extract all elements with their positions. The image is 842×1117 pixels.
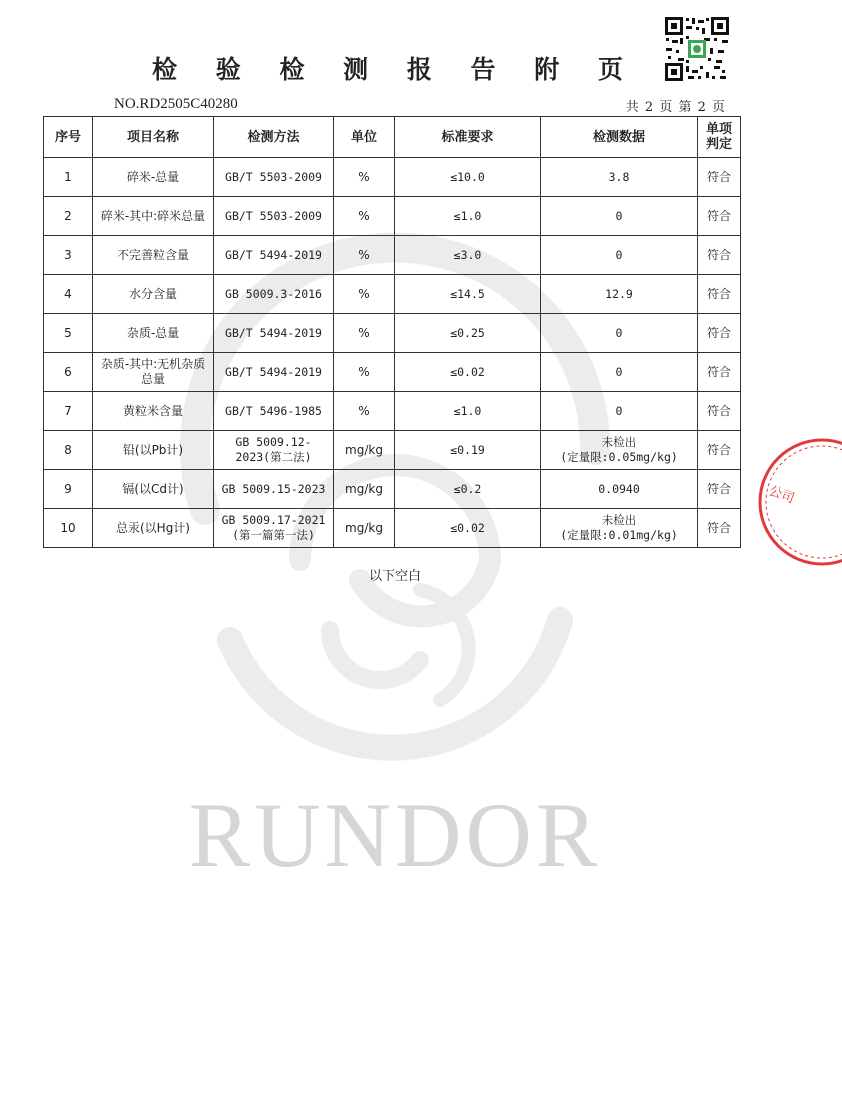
cell-verdict: 符合 (698, 431, 741, 470)
cell-unit: mg/kg (334, 431, 395, 470)
cell-requirement: ≤0.25 (395, 314, 541, 353)
cell-requirement: ≤1.0 (395, 197, 541, 236)
cell-method (214, 236, 334, 275)
table-row (44, 197, 741, 236)
report-number: NO.RD2505C40280 (114, 96, 238, 112)
cell-item: 镉(以Cd计) (93, 470, 214, 509)
cell-method (214, 353, 334, 392)
cell-requirement: ≤0.02 (395, 509, 541, 548)
cell-requirement: ≤1.0 (395, 392, 541, 431)
data-line: 0 (615, 364, 623, 379)
cell-no: 1 (44, 158, 93, 197)
cell-requirement: ≤3.0 (395, 236, 541, 275)
cell-item: 碎米-其中:碎米总量 (93, 197, 214, 236)
cell-data (541, 158, 698, 197)
cell-method (214, 470, 334, 509)
table-row (44, 470, 741, 509)
cell-method (214, 158, 334, 197)
blank-below-note: 以下空白 (368, 569, 421, 584)
cell-verdict: 符合 (698, 197, 741, 236)
method-line: GB 5009.12- (235, 435, 312, 449)
cell-unit: % (334, 197, 395, 236)
cell-item: 黄粒米含量 (93, 392, 214, 431)
cell-data (541, 314, 698, 353)
company-seal-stamp (752, 432, 842, 572)
cell-method (214, 314, 334, 353)
cell-data (541, 197, 698, 236)
cell-verdict: 符合 (698, 236, 741, 275)
svg-text:公司: 公司 (766, 483, 797, 507)
cell-item: 杂质-总量 (93, 314, 214, 353)
method-line: GB 5009.3-2016 (225, 286, 322, 301)
cell-no: 10 (44, 509, 93, 548)
table-row (44, 392, 741, 431)
cell-verdict: 符合 (698, 275, 741, 314)
cell-requirement: ≤0.02 (395, 353, 541, 392)
header-item: 项目名称 (93, 117, 214, 158)
cell-data (541, 470, 698, 509)
table-row (44, 353, 741, 392)
cell-verdict: 符合 (698, 158, 741, 197)
cell-verdict: 符合 (698, 353, 741, 392)
watermark-text: RUNDOR (188, 784, 602, 886)
cell-item: 水分含量 (93, 275, 214, 314)
cell-unit: mg/kg (334, 470, 395, 509)
cell-item: 总汞(以Hg计) (93, 509, 214, 548)
cell-data (541, 236, 698, 275)
data-line: 未检出 (601, 435, 637, 449)
data-line: 0 (615, 325, 623, 340)
method-line: GB/T 5496-1985 (225, 403, 322, 418)
method-line: GB/T 5503-2009 (225, 169, 322, 184)
cell-data (541, 431, 698, 470)
cell-requirement: ≤10.0 (395, 158, 541, 197)
cell-item: 铅(以Pb计) (93, 431, 214, 470)
cell-unit: % (334, 314, 395, 353)
table-row (44, 275, 741, 314)
cell-no: 6 (44, 353, 93, 392)
cell-method (214, 392, 334, 431)
data-line-2: (定量限:0.05mg/kg) (560, 450, 678, 464)
header-unit: 单位 (334, 117, 395, 158)
cell-item: 不完善粒含量 (93, 236, 214, 275)
data-line-2: (定量限:0.01mg/kg) (560, 528, 678, 542)
table-row (44, 158, 741, 197)
cell-no: 3 (44, 236, 93, 275)
cell-requirement: ≤0.2 (395, 470, 541, 509)
table-row (44, 236, 741, 275)
cell-requirement: ≤14.5 (395, 275, 541, 314)
page-info: 共 2 页 第 2 页 (625, 100, 726, 115)
cell-data (541, 509, 698, 548)
data-line: 0.0940 (598, 481, 640, 496)
method-line: GB/T 5494-2019 (225, 364, 322, 379)
cell-verdict: 符合 (698, 470, 741, 509)
table-row (44, 314, 741, 353)
data-line: 未检出 (601, 513, 637, 527)
cell-method (214, 197, 334, 236)
table-header-row (44, 117, 741, 158)
cell-unit: % (334, 353, 395, 392)
cell-method (214, 509, 334, 548)
cell-unit: % (334, 392, 395, 431)
header-verdict: 单项判定 (698, 117, 741, 158)
method-line: GB/T 5503-2009 (225, 208, 322, 223)
cell-unit: % (334, 158, 395, 197)
cell-item: 杂质-其中:无机杂质总量 (93, 353, 214, 392)
cell-data (541, 275, 698, 314)
cell-no: 2 (44, 197, 93, 236)
header-method: 检测方法 (214, 117, 334, 158)
cell-no: 9 (44, 470, 93, 509)
data-line: 0 (615, 208, 623, 223)
cell-method (214, 431, 334, 470)
header-no: 序号 (44, 117, 93, 158)
cell-verdict: 符合 (698, 509, 741, 548)
results-table (43, 116, 741, 548)
method-line: GB/T 5494-2019 (225, 325, 322, 340)
data-line: 0 (615, 403, 623, 418)
cell-no: 5 (44, 314, 93, 353)
table-row (44, 431, 741, 470)
page-title: 检 验 检 测 报 告 附 页 (152, 55, 638, 84)
data-line: 0 (615, 247, 623, 262)
cell-requirement: ≤0.19 (395, 431, 541, 470)
cell-unit: % (334, 236, 395, 275)
header-requirement: 标准要求 (395, 117, 541, 158)
method-line-2: (第一篇第一法) (232, 528, 315, 542)
table-row (44, 509, 741, 548)
cell-no: 8 (44, 431, 93, 470)
method-line: GB 5009.15-2023 (221, 481, 326, 496)
method-line: GB/T 5494-2019 (225, 247, 322, 262)
cell-unit: % (334, 275, 395, 314)
cell-unit: mg/kg (334, 509, 395, 548)
cell-no: 7 (44, 392, 93, 431)
data-line: 3.8 (608, 169, 630, 184)
method-line: GB 5009.17-2021 (221, 513, 326, 527)
cell-no: 4 (44, 275, 93, 314)
method-line-2: 2023(第二法) (235, 450, 312, 464)
data-line: 12.9 (605, 286, 633, 301)
cell-item: 碎米-总量 (93, 158, 214, 197)
cell-verdict: 符合 (698, 314, 741, 353)
cell-data (541, 353, 698, 392)
cell-method (214, 275, 334, 314)
qr-code-icon (664, 16, 730, 82)
header-data: 检测数据 (541, 117, 698, 158)
cell-data (541, 392, 698, 431)
cell-verdict: 符合 (698, 392, 741, 431)
